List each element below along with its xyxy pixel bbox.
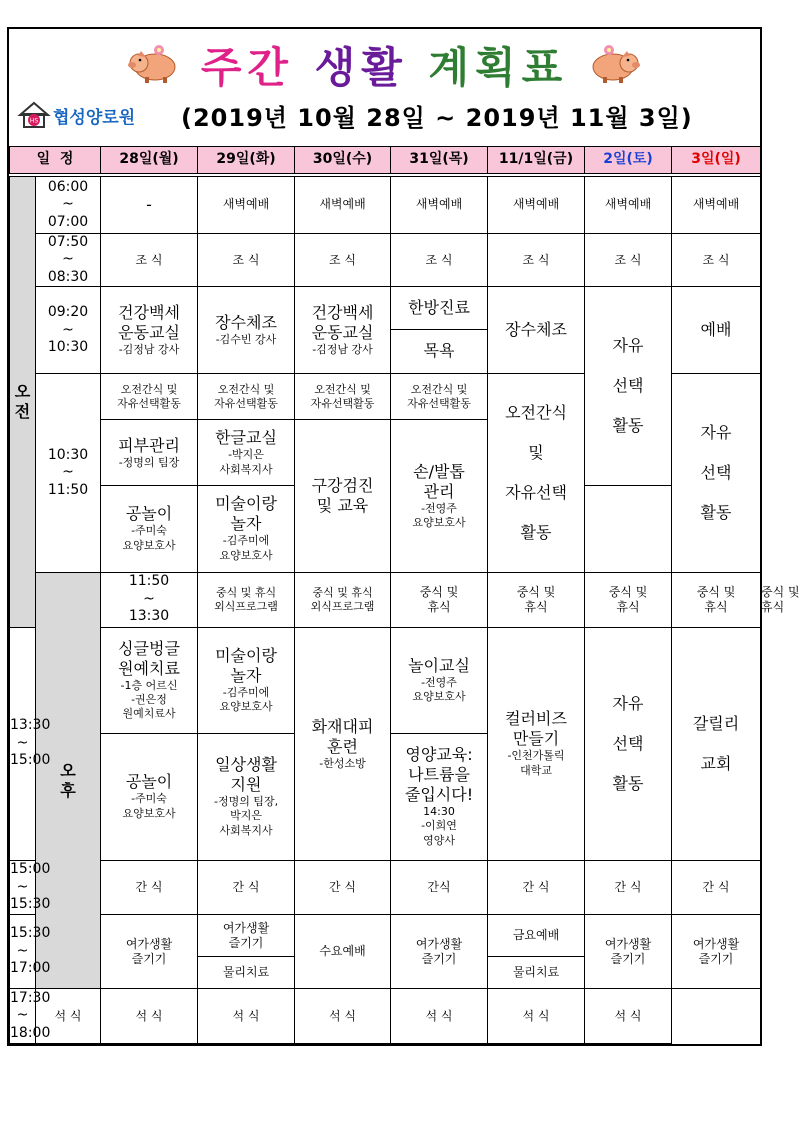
cell: 미술이랑 놀자 -김주미에 요양보호사 bbox=[198, 627, 295, 733]
logo-badge: HS bbox=[29, 117, 39, 125]
cell: 싱글벙글 원예치료 -1층 어르신 -권은정 원예치료사 bbox=[101, 627, 198, 733]
cell: 간 식 bbox=[295, 860, 391, 914]
time-cell: 11:50 ~ 13:30 bbox=[101, 572, 198, 627]
pm-label: 오 후 bbox=[36, 572, 101, 989]
cell: 새벽예배 bbox=[585, 177, 672, 233]
logo-text: 협성양로원 bbox=[53, 107, 136, 128]
cell: 물리치료 bbox=[488, 957, 585, 989]
cell: 조 식 bbox=[295, 233, 391, 287]
header-day: 11/1일(금) bbox=[488, 147, 585, 174]
cell: 수요예배 bbox=[295, 914, 391, 989]
cell: 갈릴리 교회 bbox=[672, 627, 761, 860]
cell: 조 식 bbox=[198, 233, 295, 287]
logo bbox=[19, 102, 135, 128]
time-cell: 10:30 ~ 11:50 bbox=[36, 374, 101, 572]
cell: 중식 및 휴식 bbox=[672, 572, 761, 627]
cell: 자유 선택 활동 bbox=[585, 627, 672, 860]
cell: 중식 및 휴식 외식프로그램 bbox=[295, 572, 391, 627]
cell: 한글교실 -박지은 사회복지사 bbox=[198, 420, 295, 485]
cell: 물리치료 bbox=[198, 957, 295, 989]
table-row bbox=[10, 989, 761, 1044]
title-word-2: 생활 bbox=[314, 43, 408, 92]
period-text: (2019년 10월 28일 ~ 2019년 11월 3일) bbox=[181, 104, 693, 132]
cell: 새벽예배 bbox=[295, 177, 391, 233]
cell: 여가생활 즐기기 bbox=[198, 914, 295, 956]
cell: 간 식 bbox=[672, 860, 761, 914]
cell: 피부관리 -정명의 팀장 bbox=[101, 420, 198, 485]
header-schedule: 일 정 bbox=[10, 147, 101, 174]
cell: 오전간식 및 자유선택활동 bbox=[295, 374, 391, 420]
cell: 간 식 bbox=[198, 860, 295, 914]
time-cell: 07:50 ~ 08:30 bbox=[36, 233, 101, 287]
header-day: 29일(화) bbox=[198, 147, 295, 174]
header bbox=[9, 29, 760, 144]
cell: 새벽예배 bbox=[391, 177, 488, 233]
cell: 조 식 bbox=[101, 233, 198, 287]
table-row bbox=[10, 860, 761, 914]
table-row bbox=[10, 914, 761, 956]
cell: 중식 및 휴식 bbox=[488, 572, 585, 627]
table-row bbox=[10, 287, 761, 329]
cell: 석 식 bbox=[391, 989, 488, 1044]
cell: 금요예배 bbox=[488, 914, 585, 956]
cell: 석 식 bbox=[585, 989, 672, 1044]
cell: - bbox=[101, 177, 198, 233]
table-row bbox=[10, 233, 761, 287]
table-row bbox=[10, 177, 761, 233]
cell: 오전간식 및 자유선택활동 bbox=[101, 374, 198, 420]
cell: 오전간식 및 자유선택활동 bbox=[198, 374, 295, 420]
cell: 오전간식 및 자유선택 활동 bbox=[488, 374, 585, 572]
schedule-frame bbox=[7, 27, 800, 1046]
cell: 손/발톱 관리 -전영주 요양보호사 bbox=[391, 420, 488, 572]
cell: 장수체조 bbox=[488, 287, 585, 374]
table-header-row bbox=[10, 147, 761, 174]
time-cell: 17:30 ~ 18:00 bbox=[10, 989, 36, 1044]
page-title bbox=[9, 35, 760, 95]
cell: 중식 및 휴식 bbox=[585, 572, 672, 627]
cell: 간 식 bbox=[488, 860, 585, 914]
cell: 건강백세 운동교실 -김정남 강사 bbox=[101, 287, 198, 374]
cell: 중식 및 휴식 외식프로그램 bbox=[198, 572, 295, 627]
cell: 여가생활 즐기기 bbox=[585, 914, 672, 989]
cell: 화재대피 훈련 -한성소방 bbox=[295, 627, 391, 860]
cell: 간 식 bbox=[101, 860, 198, 914]
header-day: 28일(월) bbox=[101, 147, 198, 174]
cell: 장수체조 -김수빈 강사 bbox=[198, 287, 295, 374]
title-word-3: 계획표 bbox=[428, 43, 569, 92]
time-cell: 06:00 ~ 07:00 bbox=[36, 177, 101, 233]
pig-icon bbox=[589, 41, 641, 85]
cell: 일상생활 지원 -정명의 팀장, 박지은 사회복지사 bbox=[198, 733, 295, 860]
cell: 새벽예배 bbox=[198, 177, 295, 233]
table-row bbox=[10, 627, 761, 733]
cell: 한방진료 bbox=[391, 287, 488, 329]
cell: 예배 bbox=[672, 287, 761, 374]
cell: 조 식 bbox=[672, 233, 761, 287]
cell: 자유 선택 활동 bbox=[672, 374, 761, 572]
am-label: 오 전 bbox=[10, 177, 36, 628]
cell: 석 식 bbox=[488, 989, 585, 1044]
cell: 목욕 bbox=[391, 329, 488, 373]
header-day: 30일(수) bbox=[295, 147, 391, 174]
cell: 간 식 bbox=[585, 860, 672, 914]
cell: 새벽예배 bbox=[672, 177, 761, 233]
cell: 석 식 bbox=[36, 989, 101, 1044]
time-cell: 15:30 ~ 17:00 bbox=[10, 914, 36, 989]
house-heart-icon bbox=[19, 102, 49, 128]
cell: 건강백세 운동교실 -김정남 강사 bbox=[295, 287, 391, 374]
cell: 공놀이 -주미숙 요양보호사 bbox=[101, 733, 198, 860]
header-day-saturday: 2일(토) bbox=[585, 147, 672, 174]
table-row: 오 후 11:50 ~ 13:30 중식 및 휴식 외식프로그램 중식 및 휴식 외식프로그램 중식 및 휴식 중식 및 휴식 중식 및 휴식 중식 및 휴식 중식 및 휴식 bbox=[10, 572, 761, 627]
header-day-sunday: 3일(일) bbox=[672, 147, 761, 174]
cell: 놀이교실 -전영주 요양보호사 bbox=[391, 627, 488, 733]
cell: 조 식 bbox=[488, 233, 585, 287]
header-day: 31일(목) bbox=[391, 147, 488, 174]
cell: 조 식 bbox=[585, 233, 672, 287]
time-cell: 13:30 ~ 15:00 bbox=[10, 627, 36, 860]
cell: 구강검진 및 교육 bbox=[295, 420, 391, 572]
schedule-table bbox=[9, 146, 800, 1044]
cell: 자유 선택 활동 bbox=[585, 287, 672, 485]
time-cell: 15:00 ~ 15:30 bbox=[10, 860, 36, 914]
cell: 여가생활 즐기기 bbox=[391, 914, 488, 989]
cell: 영양교육: 나트륨을 줄입시다! 14:30 -이희연 영양사 bbox=[391, 733, 488, 860]
cell: 여가생활 즐기기 bbox=[101, 914, 198, 989]
cell: 여가생활 즐기기 bbox=[672, 914, 761, 989]
cell: 공놀이 -주미숙 요양보호사 bbox=[101, 485, 198, 572]
cell: 중식 및 휴식 bbox=[391, 572, 488, 627]
cell: 석 식 bbox=[295, 989, 391, 1044]
cell: 석 식 bbox=[101, 989, 198, 1044]
cell: 미술이랑 놀자 -김주미에 요양보호사 bbox=[198, 485, 295, 572]
title-word-1: 주간 bbox=[200, 43, 295, 92]
cell: 컬러비즈 만들기 -인천가톨릭 대학교 bbox=[488, 627, 585, 860]
cell: 새벽예배 bbox=[488, 177, 585, 233]
time-cell: 09:20 ~ 10:30 bbox=[36, 287, 101, 374]
cell: 석 식 bbox=[198, 989, 295, 1044]
cell: 조 식 bbox=[391, 233, 488, 287]
cell: 오전간식 및 자유선택활동 bbox=[391, 374, 488, 420]
cell: 간식 bbox=[391, 860, 488, 914]
